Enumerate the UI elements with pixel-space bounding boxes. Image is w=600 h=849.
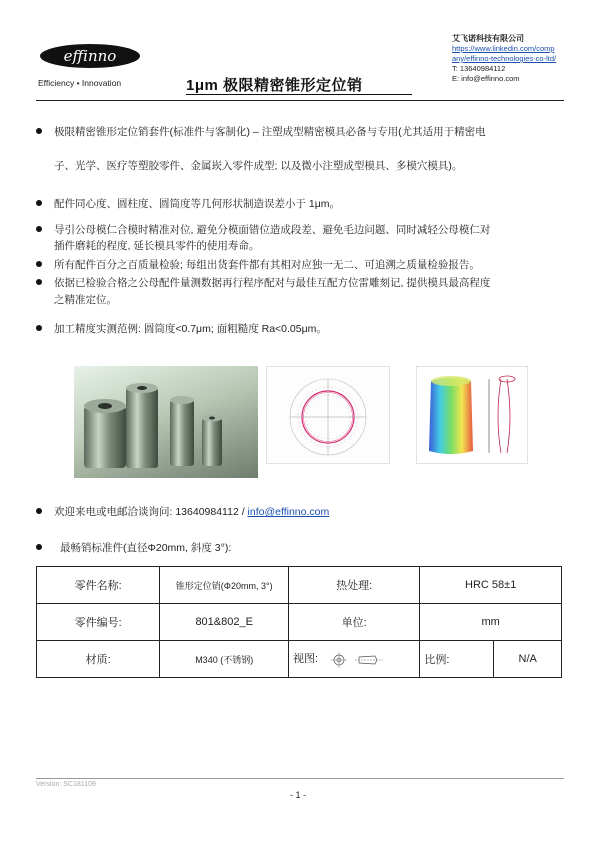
label-scale: 比例: [420,641,494,678]
bullet-item-2: 配件同心度、圆柱度、圆筒度等几何形状制造误差小于 1μm。 [36,196,576,212]
label-part-number: 零件编号: [37,604,160,641]
label-view: 视图: [292,653,319,666]
cylindricity-3d-plot [416,366,528,464]
view-drawing-icon [331,652,387,668]
bullet-icon [36,325,42,331]
linkedin-link-line2[interactable]: any/effinno-technologies-co-ltd/ [452,54,557,63]
cylinder-plot-graphic [417,367,527,463]
bullet-item-1-cont: 子、光学、医疗等塑胶零件、金属崁入零件成型; 以及微小注塑成型模具、多模穴模具)。 [54,160,463,172]
company-name: 艾飞诺科技有限公司 [452,34,524,43]
table-row [37,567,562,604]
value-material: M340 (不锈钢) [160,641,289,678]
document-title: 1μm 极限精密锥形定位销 [186,77,363,94]
pins-illustration [74,366,258,478]
contact-text: 欢迎来电或电邮洽谈询问: 13640984112 / [54,506,248,518]
version-label: Version: SC181109 [36,781,96,788]
footer-divider [36,778,564,779]
company-tel: T: 13640984112 [452,64,506,73]
logo-text: effinno [63,47,117,65]
header-divider [36,100,564,101]
bullet-icon [36,261,42,267]
company-logo [40,44,140,68]
value-heat-treatment: HRC 58±1 [420,567,562,604]
bullet-icon [36,508,42,514]
bullet-icon [36,128,42,134]
value-part-number: 801&802_E [160,604,289,641]
bullet-item-3-cont: 插件磨耗的程度, 延长模具零件的使用寿命。 [54,240,260,252]
bullet-item-3: 导引公母模仁合模时精准对位, 避免分模面错位造成段差、避免毛边问题、同时减轻公母模仁对 [36,222,576,238]
bullet-icon [36,544,42,550]
bullet-item-1: 极限精密锥形定位销套件(标准件与客制化) – 注塑成型精密模具必备与专用(尤其适用于精密电 [36,124,576,140]
standard-part-heading: 最畅销标准件(直径Φ20mm, 斜度 3°): [36,540,576,556]
bullet-icon [36,200,42,206]
tagline: Efficiency • Innovation [38,78,122,88]
bullet-icon [36,279,42,285]
label-part-name: 零件名称: [37,567,160,604]
label-material: 材质: [37,641,160,678]
value-part-name: 锥形定位销(Φ20mm, 3°) [160,567,289,604]
title-underline [186,94,412,95]
company-email[interactable]: E: info@effinno.com [452,74,520,83]
spec-table [36,566,562,678]
contact-line [36,504,576,520]
label-unit: 单位: [288,604,419,641]
product-photo-pins [74,366,258,478]
table-row [37,641,562,678]
view-cell [288,641,419,678]
bullet-item-6: 加工精度实测范例: 圆筒度<0.7μm; 面粗糙度 Ra<0.05μm。 [36,321,576,337]
bullet-item-4: 所有配件百分之百质量检验; 每组出货套件都有其相对应独一无二、可追溯之质量检验报告。 [36,257,576,273]
bullet-icon [36,226,42,232]
linkedin-link-line1[interactable]: https://www.linkedin.com/comp [452,44,555,53]
label-heat-treatment: 热处理: [288,567,419,604]
bullet-item-5: 依据已检验合格之公母配件量测数据再行程序配对与最佳互配方位雷雕刻记, 提供模具最高程度 [36,275,576,291]
roundness-polar-plot [266,366,390,464]
table-row [37,604,562,641]
page-number: - 1 - [290,790,307,800]
contact-email-link[interactable]: info@effinno.com [247,506,330,518]
bullet-item-5-cont: 之精准定位。 [54,294,117,306]
value-unit: mm [420,604,562,641]
polar-plot-graphic [267,367,389,463]
company-info [452,34,582,84]
value-scale: N/A [494,641,562,678]
